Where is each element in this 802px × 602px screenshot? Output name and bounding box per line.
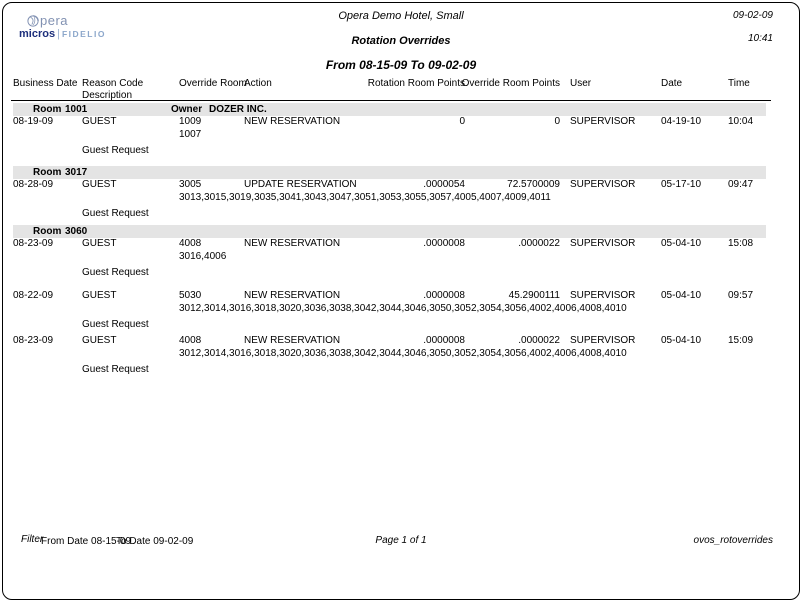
rotation-room-points-cell: .0000008: [423, 335, 465, 346]
reason-description-cell: Guest Request: [82, 267, 149, 278]
room-label: Room: [33, 226, 62, 237]
owner-name: DOZER INC.: [209, 104, 267, 115]
column-header-business-date: Business Date: [13, 78, 78, 89]
override-room-cell: 5030: [179, 290, 202, 301]
user-cell: SUPERVISOR: [570, 335, 636, 346]
rotation-room-points-cell: .0000008: [423, 290, 465, 301]
column-header-override-room: Override Room: [179, 78, 247, 89]
room-number: 3017: [65, 167, 88, 178]
table-row: [3, 238, 799, 280]
override-room-cell: 4008: [179, 238, 202, 249]
reason-code-cell: GUEST: [82, 179, 117, 190]
more-rooms-cell: 3012,3014,3016,3018,3020,3036,3038,3042,3044,3046,3050,3052,3054,3056,4002,4006,4008,4010: [179, 303, 627, 314]
user-cell: SUPERVISOR: [570, 290, 636, 301]
row-main-line: [3, 335, 799, 348]
more-rooms-cell: 3016,4006: [179, 251, 227, 262]
action-cell: NEW RESERVATION: [244, 290, 341, 301]
row-main-line: [3, 179, 799, 192]
reason-description-cell: Guest Request: [82, 319, 149, 330]
filter-to-date: To Date 09-02-09: [116, 536, 194, 547]
group-header-room-3060: [13, 225, 766, 238]
override-room-cell: 4008: [179, 335, 202, 346]
more-rooms-cell: 1007: [179, 129, 202, 140]
time-cell: 09:57: [728, 290, 754, 301]
user-cell: SUPERVISOR: [570, 179, 636, 190]
date-cell: 04-19-10: [661, 116, 702, 127]
date-cell: 05-04-10: [661, 290, 702, 301]
column-header-user: User: [570, 78, 592, 89]
user-cell: SUPERVISOR: [570, 116, 636, 127]
table-row: [3, 116, 799, 158]
column-header-action: Action: [244, 78, 272, 89]
override-room-points-cell: 45.2900111: [508, 290, 560, 301]
table-row: [3, 335, 799, 377]
business-date-cell: 08-19-09: [13, 116, 54, 127]
rotation-room-points-cell: 0: [459, 116, 465, 127]
override-room-points-cell: 72.5700009: [507, 179, 560, 190]
row-main-line: [3, 290, 799, 303]
owner-label: Owner: [171, 104, 203, 115]
table-row: [3, 179, 799, 221]
group-header-room-3017: [13, 166, 766, 179]
room-number: 3060: [65, 226, 88, 237]
rotation-room-points-cell: .0000054: [423, 179, 465, 190]
time-cell: 15:08: [728, 238, 754, 249]
filter-from-date: From Date 08-15-09: [41, 536, 132, 547]
action-cell: NEW RESERVATION: [244, 116, 341, 127]
hotel-title: Opera Demo Hotel, Small: [338, 10, 464, 22]
time-cell: 10:04: [728, 116, 754, 127]
column-header-date: Date: [661, 78, 683, 89]
reason-code-cell: GUEST: [82, 290, 117, 301]
reason-description-cell: Guest Request: [82, 208, 149, 219]
override-room-points-cell: 0: [554, 116, 560, 127]
row-description-line: [3, 267, 799, 280]
row-rooms-line: [3, 251, 799, 264]
group-header-room-1001: [13, 103, 766, 116]
reason-code-cell: GUEST: [82, 116, 117, 127]
opera-logo-text: pera: [40, 13, 69, 28]
business-date-cell: 08-23-09: [13, 238, 54, 249]
row-main-line: [3, 116, 799, 129]
action-cell: NEW RESERVATION: [244, 335, 341, 346]
row-description-line: [3, 208, 799, 221]
reason-code-cell: GUEST: [82, 238, 117, 249]
page-number: Page 1 of 1: [375, 535, 427, 546]
room-number: 1001: [65, 104, 88, 115]
more-rooms-cell: 3013,3015,3019,3035,3041,3043,3047,3051,3053,3055,3057,4005,4007,4009,4011: [179, 192, 551, 203]
override-room-cell: 1009: [179, 116, 202, 127]
override-room-cell: 3005: [179, 179, 202, 190]
action-cell: UPDATE RESERVATION: [244, 179, 357, 190]
rotation-room-points-cell: .0000008: [423, 238, 465, 249]
override-room-points-cell: .0000022: [518, 238, 560, 249]
row-rooms-line: [3, 192, 799, 205]
user-cell: SUPERVISOR: [570, 238, 636, 249]
micros-logo-text: micros: [19, 28, 56, 40]
column-header-description: Description: [82, 90, 133, 101]
override-room-points-cell: .0000022: [518, 335, 560, 346]
row-description-line: [3, 145, 799, 158]
header-separator-line: [11, 100, 771, 101]
report-code: ovos_rotoverrides: [693, 535, 773, 546]
column-header-override-room-points: Override Room Points: [461, 78, 560, 89]
print-time: 10:41: [747, 33, 773, 44]
date-cell: 05-04-10: [661, 335, 702, 346]
date-cell: 05-04-10: [661, 238, 702, 249]
report-date-range: From 08-15-09 To 09-02-09: [325, 58, 477, 72]
row-rooms-line: [3, 348, 799, 361]
report-page: [2, 2, 800, 600]
room-label: Room: [33, 167, 62, 178]
row-main-line: [3, 238, 799, 251]
report-body: [3, 103, 799, 377]
time-cell: 15:09: [728, 335, 754, 346]
reason-code-cell: GUEST: [82, 335, 117, 346]
business-date-cell: 08-22-09: [13, 290, 54, 301]
date-cell: 05-17-10: [661, 179, 702, 190]
row-description-line: [3, 319, 799, 332]
business-date-cell: 08-23-09: [13, 335, 54, 346]
room-label: Room: [33, 104, 62, 115]
more-rooms-cell: 3012,3014,3016,3018,3020,3036,3038,3042,3044,3046,3050,3052,3054,3056,4002,4006,4008,4010: [179, 348, 627, 359]
row-rooms-line: [3, 129, 799, 142]
table-row: [3, 290, 799, 332]
business-date-cell: 08-28-09: [13, 179, 54, 190]
reason-description-cell: Guest Request: [82, 145, 149, 156]
row-description-line: [3, 364, 799, 377]
action-cell: NEW RESERVATION: [244, 238, 341, 249]
filter-label: Filter: [21, 534, 44, 545]
column-header-rotation-room-points: Rotation Room Points: [367, 78, 465, 89]
time-cell: 09:47: [728, 179, 754, 190]
row-rooms-line: [3, 303, 799, 316]
column-header-time: Time: [728, 78, 750, 89]
column-header-reason-code: Reason Code: [82, 78, 144, 89]
fidelio-logo-text: FIDELIO: [61, 29, 106, 39]
print-date: 09-02-09: [732, 10, 773, 21]
report-title: Rotation Overrides: [351, 35, 451, 47]
reason-description-cell: Guest Request: [82, 364, 149, 375]
logo-separator: |: [57, 28, 60, 40]
